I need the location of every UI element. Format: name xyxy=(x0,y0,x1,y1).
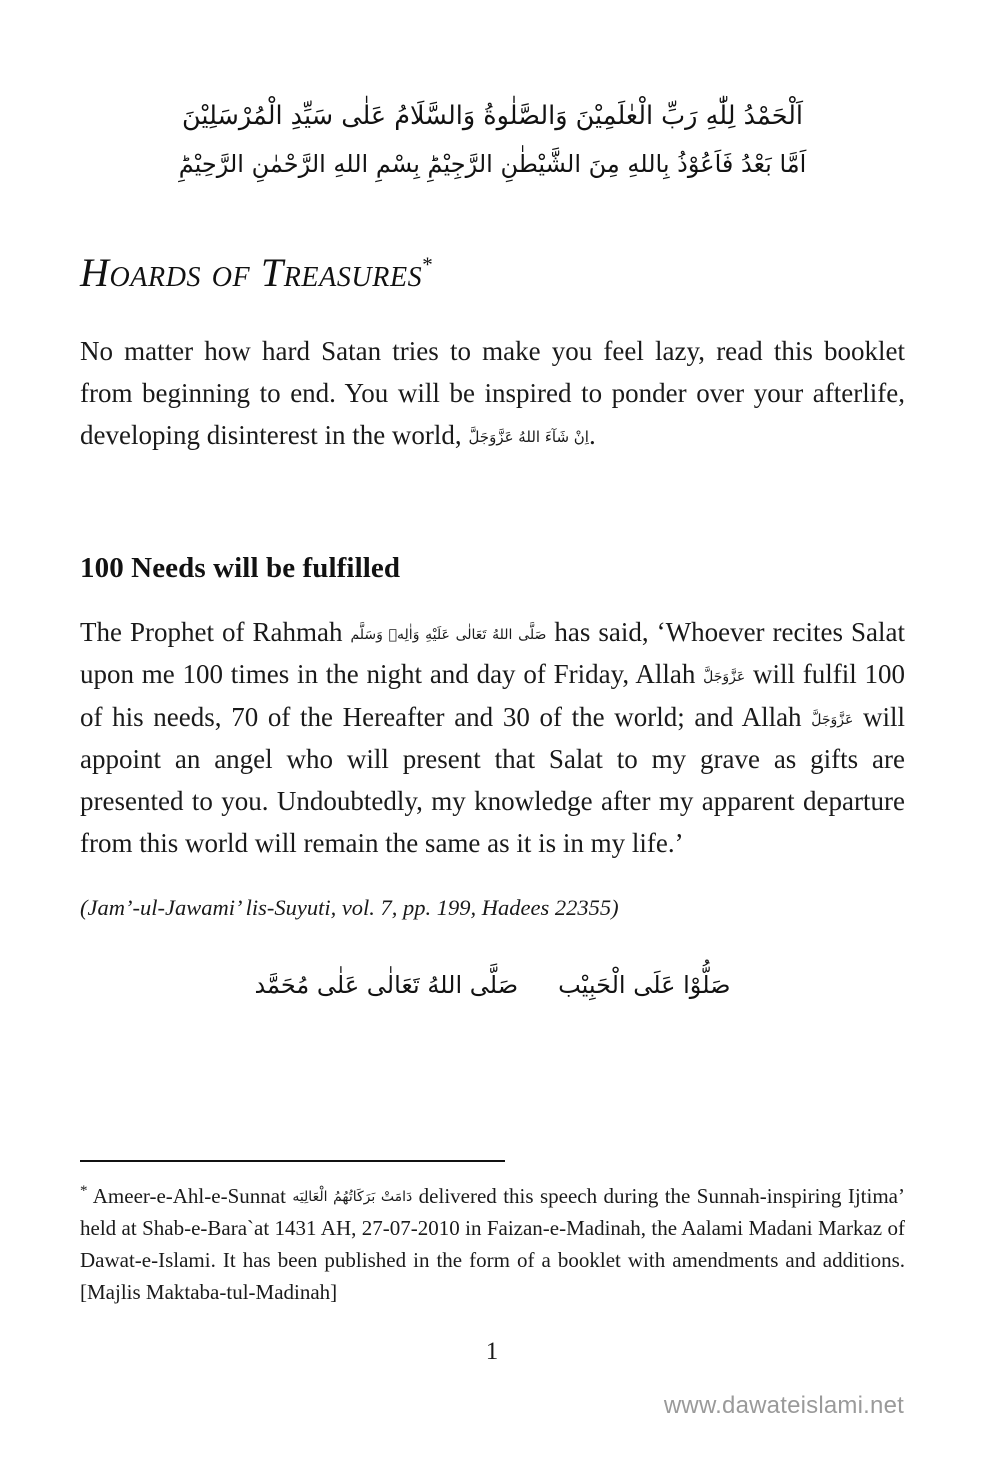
footnote-text-1: Ameer-e-Ahl-e-Sunnat xyxy=(87,1184,293,1208)
arabic-azzawajal-glyph-1: عَزَّوَجَلَّ xyxy=(703,669,746,686)
page-title xyxy=(80,252,905,294)
hadith-paragraph xyxy=(80,611,905,864)
intro-text-end: . xyxy=(588,420,596,451)
footnote-text xyxy=(80,1180,905,1309)
page-number: 1 xyxy=(485,1338,499,1365)
salawat-left-phrase: صَلَّى اللهُ تَعَالٰى عَلٰى مُحَمَّد xyxy=(254,971,519,1000)
page-title-text: Hoards of Treasures xyxy=(80,250,423,296)
intro-text: No matter how hard Satan tries to make you feel lazy, read this booklet from beginning to end. You will be inspired to ponder over your afterlife, developing disinterest in the world, xyxy=(80,336,905,451)
arabic-header-block xyxy=(80,96,905,184)
hadith-text-4: will appoint an angel who will present that Salat to my grave as gifts are presented to you. Undoubtedly, my knowledge after my apparent departure from this world will remain the same as it is in my life.’ xyxy=(80,701,905,858)
hadith-reference: (Jam’-ul-Jawami’ lis-Suyuti, vol. 7, pp. 199, Hadees 22355) xyxy=(80,894,619,920)
arabic-honorific-glyph: دَامَتْ بَرَكَاتُهُمُ الْعَالِيَه xyxy=(292,1189,413,1205)
hadith-text-2: has said, ‘Whoever recites Salat upon me 100 times in the night and day of Friday, Allah xyxy=(80,617,906,690)
arabic-insha-allah-glyph: اِنْ شَآءَ اللهُ عَزَّوَجَلَّ xyxy=(468,428,589,447)
website-footer: www.dawateislami.net xyxy=(663,1392,904,1419)
arabic-azzawajal-glyph-2: عَزَّوَجَلَّ xyxy=(811,711,854,728)
footnote-text-2: delivered this speech during the Sunnah-inspiring Ijtima’ held at Shab-e-Bara`at 1431 AH, 27-07-2010 in Faizan-e-Madinah, the Aalami Madani Markaz of Dawat-e-Islami. It has been published in the form of a booklet with amendments and additions. [Majlis Maktaba-tul-Madinah] xyxy=(80,1184,905,1304)
intro-paragraph xyxy=(80,330,905,456)
hadith-text-1: The Prophet of Rahmah xyxy=(80,617,351,648)
page-content xyxy=(80,0,905,999)
title-footnote-marker: * xyxy=(422,252,433,277)
arabic-salutation-glyph: صَلَّى اللهُ تَعَالٰى عَلَيْهِ وَاٰلِهٖ وَسَلَّم xyxy=(350,627,547,644)
footnote-area xyxy=(80,1160,905,1309)
salawat-line xyxy=(80,971,905,999)
arabic-hamd-line: اَلْحَمْدُ لِلّٰهِ رَبِّ الْعٰلَمِيْنَ وَالصَّلٰوةُ وَالسَّلَامُ عَلٰى سَيِّدِ الْمُرْسَلِيْنَ xyxy=(181,101,804,131)
footnote-separator-rule xyxy=(80,1160,505,1162)
footnote-marker: * xyxy=(80,1183,88,1199)
hadith-text-3: will fulfil 100 of his needs, 70 of the Hereafter and 30 of the world; and Allah xyxy=(80,659,905,732)
section-heading: 100 Needs will be fulfilled xyxy=(80,551,401,584)
arabic-taawwuz-basmala-line: اَمَّا بَعْدُ فَاَعُوْذُ بِاللهِ مِنَ الشَّيْطٰنِ الرَّجِيْمِؕ بِسْمِ اللهِ الرَّحْمٰنِ الرَّحِيْمِؕ xyxy=(178,150,807,179)
salawat-right-phrase: صَلُّوْا عَلَى الْحَبِيْب xyxy=(558,971,731,1000)
